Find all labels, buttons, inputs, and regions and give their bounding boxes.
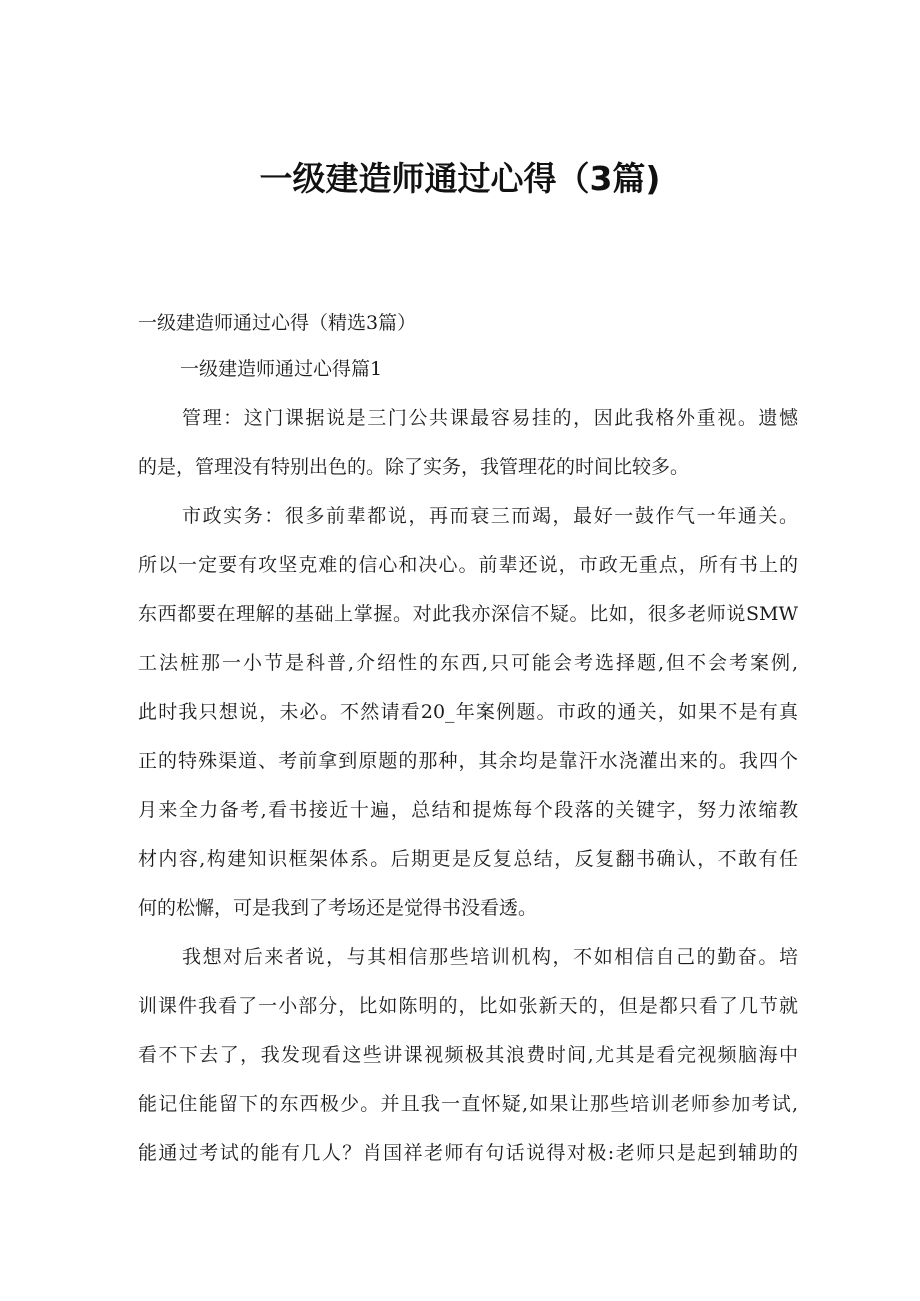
paragraph-line: 材内容,构建知识框架体系。后期更是反复总结，反复翻书确认，不敢有任	[138, 848, 798, 870]
paragraph-management	[138, 394, 798, 492]
paragraph-line: 东西都要在理解的基础上掌握。对此我亦深信不疑。比如，很多老师说SMW	[138, 603, 798, 625]
paragraph-line: 看不下去了，我发现看这些讲课视频极其浪费时间,尤其是看完视频脑海中	[138, 1044, 798, 1066]
paragraph-line: 何的松懈，可是我到了考场还是觉得书没看透。	[138, 897, 538, 919]
paragraph-line: 能记住能留下的东西极少。并且我一直怀疑,如果让那些培训老师参加考试,	[138, 1093, 798, 1115]
section-heading: 一级建造师通过心得篇1	[180, 358, 383, 380]
paragraph-line: 我想对后来者说，与其相信那些培训机构，不如相信自己的勤奋。培	[182, 946, 798, 968]
paragraph-line: 月来全力备考,看书接近十遍，总结和提炼每个段落的关键字，努力浓缩教	[138, 799, 798, 821]
document-title: 一级建造师通过心得（3篇)	[259, 159, 661, 198]
paragraph-line: 工法桩那一小节是科普,介绍性的东西,只可能会考选择题,但不会考案例,	[138, 652, 798, 674]
paragraph-line: 正的特殊渠道、考前拿到原题的那种，其余均是靠汗水浇灌出来的。我四个	[138, 750, 798, 772]
paragraph-line: 所以一定要有攻坚克难的信心和决心。前辈还说，市政无重点，所有书上的	[138, 554, 798, 576]
paragraph-line: 的是，管理没有特别出色的。除了实务，我管理花的时间比较多。	[138, 456, 690, 478]
paragraph-advice	[138, 933, 798, 1178]
paragraph-municipal-practice	[138, 492, 798, 933]
document-subtitle: 一级建造师通过心得（精选3篇）	[138, 312, 417, 334]
paragraph-line: 管理：这门课据说是三门公共课最容易挂的，因此我格外重视。遗憾	[182, 407, 798, 429]
paragraph-line: 训课件我看了一小部分，比如陈明的，比如张新天的，但是都只看了几节就	[138, 995, 798, 1017]
paragraph-line: 市政实务：很多前辈都说，再而衰三而竭，最好一鼓作气一年通关。	[182, 505, 798, 527]
paragraph-line: 能通过考试的能有几人？肖国祥老师有句话说得对极:老师只是起到辅助的	[138, 1142, 798, 1164]
paragraph-line: 此时我只想说，未必。不然请看20_年案例题。市政的通关，如果不是有真	[138, 701, 798, 723]
